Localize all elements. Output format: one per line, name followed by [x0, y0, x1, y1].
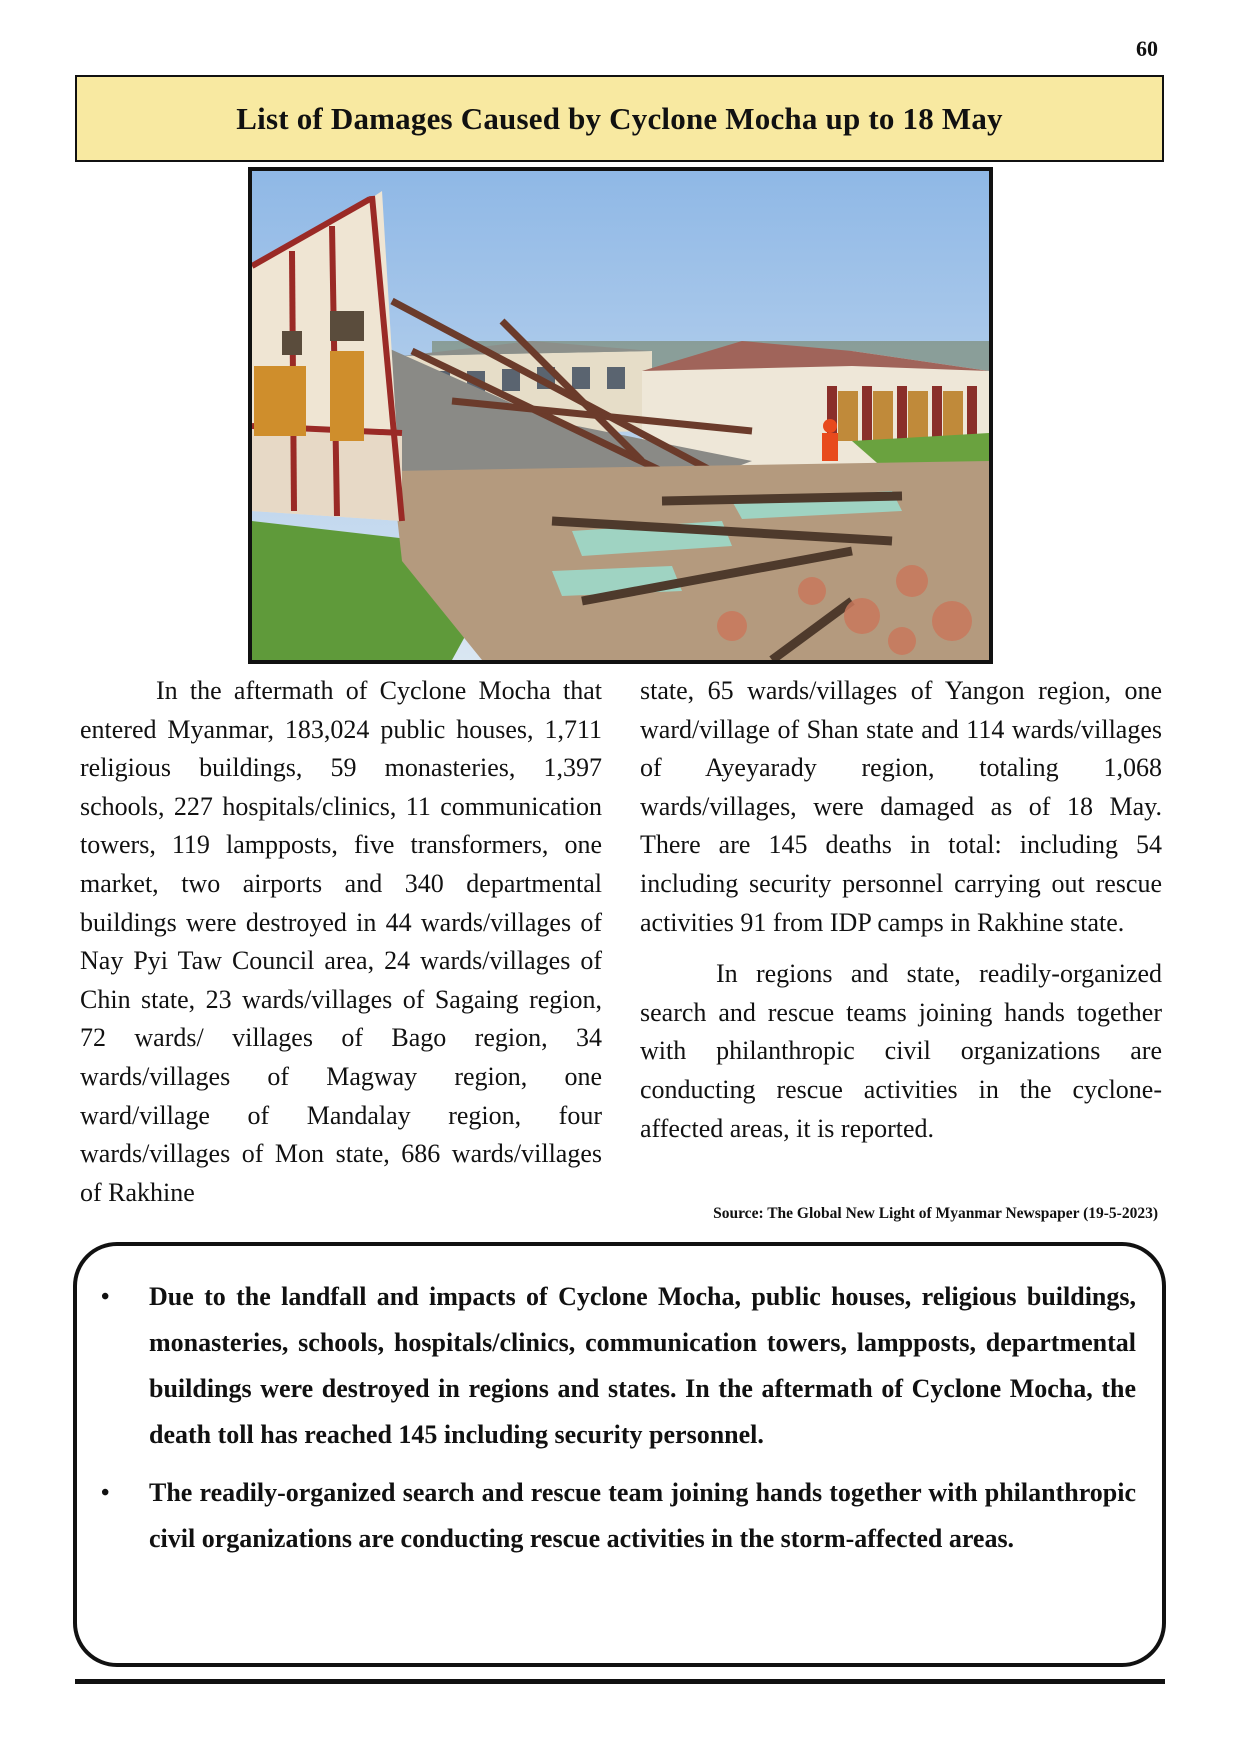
page-title: List of Damages Caused by Cyclone Mocha up to 18 May: [236, 100, 1003, 136]
photo-illustration: [252, 171, 989, 660]
article-left-column: [80, 672, 602, 1212]
article-paragraph-1-continued: state, 65 wards/villages of Yangon region, one ward/village of Shan state and 114 wards/villages of Ayeyarady region, totaling 1,068 wards/villages, were damaged as of 18 May. There are 145 deaths in total: including 54 including security personnel carrying out rescue activities 91 from IDP camps in Rakhine state.: [640, 676, 1162, 937]
summary-list: [99, 1274, 1136, 1562]
article-paragraph-2: In regions and state, readily-organized search and rescue teams joining hands together with philanthropic civil organizations are conducting rescue activities in the cyclone-affected areas, it is reported.: [640, 959, 1162, 1143]
bullet-icon: •: [101, 1480, 110, 1506]
photo-cyclone-damaged-buildings: [248, 167, 993, 664]
summary-point: [99, 1274, 1136, 1458]
article-paragraph-1: In the aftermath of Cyclone Mocha that entered Myanmar, 183,024 public houses, 1,711 religious buildings, 59 monasteries, 1,397 schools, 227 hospitals/clinics, 11 communication towers, 119 lampposts, five transformers, one market, two airports and 340 departmental buildings were destroyed in 44 wards/villages of Nay Pyi Taw Council area, 24 wards/villages of Chin state, 23 wards/villages of Sagaing region, 72 wards/ villages of Bago region, 34 wards/villages of Magway region, one ward/village of Mandalay region, four wards/villages of Mon state, 686 wards/villages of Rakhine: [80, 676, 602, 1207]
summary-point-text: Due to the landfall and impacts of Cyclone Mocha, public houses, religious buildings, monasteries, schools, hospitals/clinics, communication towers, lampposts, departmental buildings were destroyed in regions and states. In the aftermath of Cyclone Mocha, the death toll has reached 145 including security personnel.: [149, 1282, 1136, 1449]
summary-point: [99, 1470, 1136, 1562]
summary-point-text: The readily-organized search and rescue team joining hands together with philanthropic civil organizations are conducting rescue activities in the storm-affected areas.: [149, 1478, 1136, 1553]
page-number: 60: [1136, 36, 1158, 61]
article-right-column: [640, 672, 1162, 1148]
source-citation: Source: The Global New Light of Myanmar Newspaper (19-5-2023): [713, 1205, 1158, 1222]
title-banner: [75, 75, 1164, 162]
summary-box: [73, 1242, 1166, 1667]
bottom-divider: [75, 1679, 1165, 1684]
bullet-icon: •: [101, 1284, 110, 1310]
